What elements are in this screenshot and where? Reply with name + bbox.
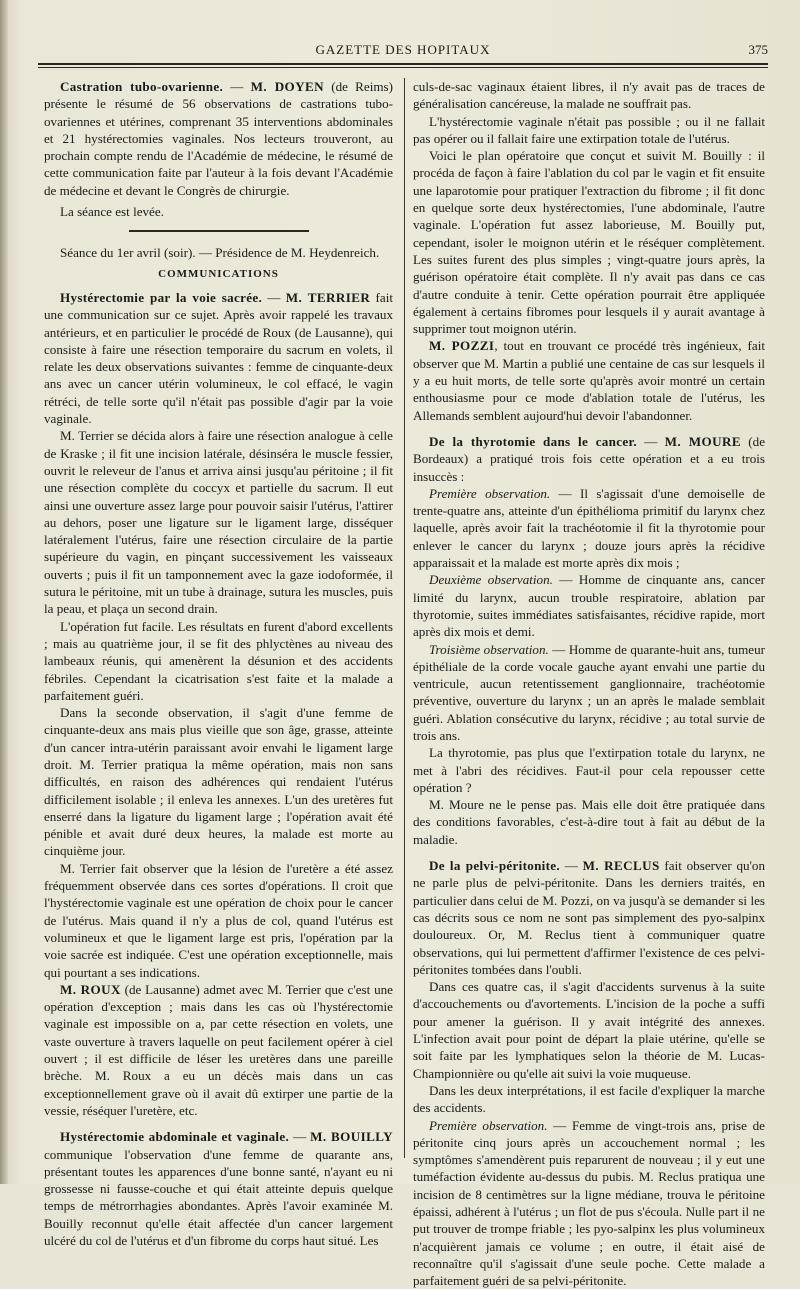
paragraph-bouilly-cont: culs-de-sac vaginaux étaient libres, il n'y avait pas de traces de généralisation cancéreuse, la malade ne souffrait pas. (413, 79, 765, 112)
speaker-name: M. TERRIER (285, 289, 371, 305)
paragraph-text: , tout en trouvant ce procédé très ingénieux, fait observer que M. Martin a publié une centaine de cas sur lesquels il y a eu huit morts, de telle sorte qu'après avoir montré un certain enthousiasme pour ce mode d'ablation totale de l'utérus, les Allemands semblent aujourd'hui devoir l'abandonner. (413, 338, 765, 423)
speaker-name: M. DOYEN (250, 79, 324, 94)
paragraph-roux (44, 981, 393, 1119)
paragraph-obs-2 (413, 571, 765, 640)
paragraph-terrier-2: M. Terrier se décida alors à faire une résection analogue à celle de Kraske ; il fit une incision latérale, désinséra le muscle fessier, ouvrit le releveur de l'anus et arriva ainsi jusqu'au péritoine ; il fit une résection complète du coccyx et partielle du sacrum. Il eut ainsi une ouverture assez large pour pouvoir saisir l'utérus, l'attirer au dehors, poser une ligature sur le ligament large, disséquer latéralement l'utérus, faire une résection circulaire de la partie supérieure du vagin, en pinçant successivement les vaisseaux ouverts ; puis il fit un tamponnement avec la gaze iodoformée, il sutura le péritoine, mit un tube à drainage, sutura les muscles, puis la peau, et plaça un second drain. (44, 428, 393, 617)
dash: — (559, 858, 583, 874)
paragraph-thyrotomie (413, 433, 765, 485)
paragraph-bouilly-2: L'hystérectomie vaginale n'était pas possible ; ou il ne fallait pas opérer ou il fallait faire une extirpation totale de l'utérus. (413, 113, 765, 146)
dash: — (636, 433, 665, 449)
observation-label: Deuxième observation. (429, 572, 553, 588)
speaker-name: M. RECLUS (582, 858, 660, 874)
observation-label: Première observation. (429, 1117, 548, 1133)
column-separator (404, 78, 405, 1158)
paragraph-terrier-4: Dans la seconde observation, il s'agit d'une femme de cinquante-deux ans mais plus vieille que son âge, grasse, atteinte d'un cancer intra-utérin paraissant avoir envahi le ligament large droit. M. Terrier pratiqua la même opération, mais non sans difficultés, en raison des adhérences qui rendaient l'utérus difficilement isolable ; il enleva les annexes. L'un des uretères fut enserré dans la ligature du ligament large ; l'opération avait été pénible et avait duré deux heures, la malade est morte au cinquième jour. (44, 705, 393, 859)
section-divider (129, 230, 309, 232)
dash: — (223, 79, 251, 94)
paragraph-text: (de Bordeaux) a pratiqué trois fois cette opération et a eu trois insuccès : (413, 433, 766, 484)
paragraph-pelvi-3: Dans les deux interprétations, il est facile d'expliquer la marche des accidents. (413, 1082, 765, 1116)
section-heading: De la pelvi-péritonite. (429, 858, 560, 874)
speaker-name: M. BOUILLY (310, 1129, 393, 1145)
seance-date: Séance du 1er avril (soir). — Présidence de M. Heydenreich. (60, 245, 380, 261)
seance-levee: La séance est levée. (60, 204, 164, 220)
paragraph-pelvi-2: Dans ces quatre cas, il s'agit d'accidents survenus à la suite d'accouchements ou d'avortements. L'incision de la poche a suffi pour amener la guérison. Il y avait intégrité des annexes. L'infection avait pour point de départ la plaie utérine, qu'elle se soit faite par les lymphatiques selon la théorie de M. Lucas-Championnière ou qu'elle ait suivi la voie muqueuse. (413, 979, 765, 1081)
spacer (413, 424, 765, 433)
paragraph-text: (de Lausanne) admet avec M. Terrier que c'est une opération d'exception ; mais dans les cas où l'hystérectomie vaginale est impossible on a, par cette résection en volets, une vaste ouverture à travers laquelle on peut facilement opérer à ciel ouvert ; il est difficile de léser les uretères dans une pareille brèche. M. Roux a eu un décès mais dans un cas exceptionnellement grave où il avait dû extirper une partie de la vessie, réséquer l'uretère, etc. (44, 981, 393, 1118)
paragraph-text: — Homme de quarante-huit ans, tumeur épithéliale de la corde vocale gauche ayant envahi une partie du ventricule, aucun retentissement ganglionnaire, trachéotomie préventive, ouverture du larynx ; un an après le malade semblait guéri. Ablation consécutive du larynx, récidive ; au total survie de trois ans. (413, 641, 765, 743)
scan-edge (0, 0, 8, 1184)
paragraph-pelvi (413, 857, 765, 978)
page-header (38, 42, 768, 64)
speaker-name: M. MOURE (664, 433, 741, 449)
section-heading: Hystérectomie abdominale et vaginale. (60, 1129, 290, 1145)
paragraph-bouilly-3: Voici le plan opératoire que conçut et suivit M. Bouilly : il procéda de façon à faire l'ablation du col par le vagin et fit ensuite une laparotomie pour pratiquer l'extraction du fibrome ; il fit donc en quelque sorte deux hystérectomies, l'une abdominale, l'autre vaginale. L'opération fut assez laborieuse, M. Bouilly put, cependant, isoler le moignon utérin et le réséquer complètement. Les suites furent des plus simples ; vingt-quatre jours après, la guérison opératoire était complète. Il n'y avait pas dans ce cas d'autre conduite à tenir. Cette opération pourrait être appliquée également à certains fibromes pour lesquels il y aurait avantage à supprimer tout moignon utérin. (413, 148, 765, 337)
paragraph-hysterectomie-abdo (44, 1128, 393, 1249)
paragraph-terrier-3: L'opération fut facile. Les résultats en furent d'abord excellents ; mais au quatrième jour, il se fit des phlyctènes au niveau des lambeaux réunis, qui amenèrent la désunion et des accidents fébriles. Cependant la cicatrisation s'est faite et la malade a parfaitement guéri. (44, 618, 393, 703)
section-heading: Castration tubo-ovarienne. (60, 79, 224, 94)
paragraph-text: (de Reims) présente le résumé de 56 observations de castrations tubo-ovariennes et utérines, comprenant 35 interventions abdominales et 21 hystérectomies vaginales. Nos lecteurs trouveront, au prochain compte rendu de l'Académie de médecine, le résumé de cette communication faite par l'auteur à la fois devant l'Académie de médecine et devant le Congrès de chirurgie. (44, 79, 393, 198)
page-number: 375 (748, 42, 768, 57)
dash: — (262, 289, 286, 305)
observation-label: Première observation. (429, 485, 551, 501)
paragraph-text: fait observer qu'on ne parle plus de pelvi-péritonite. Dans les derniers traités, en particulier dans celui de M. Pozzi, on va jusqu'à se demander si les cas décrits sous ce nom ne sont pas simplement des pyo-salpinx douloureux. Or, M. Reclus tient à communiquer quatre observations, qui lui permettent d'affirmer l'existence de ces pelvi-péritonites tombées dans l'oubli. (413, 858, 766, 977)
paragraph-text: — Il s'agissait d'une demoiselle de trente-quatre ans, atteinte d'un épithélioma primitif du larynx chez laquelle, après avoir fait la trachéotomie il fit la thyrotomie pour enlever le cancer du larynx ; douze jours après la récidive apparaissait et la malade est morte après dix mois ; (413, 485, 765, 571)
communications-heading: COMMUNICATIONS (158, 267, 279, 280)
right-column (413, 78, 765, 1289)
dash: — (289, 1129, 311, 1145)
spacer (44, 1119, 393, 1128)
observation-label: Troisième observation. (429, 641, 549, 657)
header-rule-thin (38, 67, 768, 68)
paragraph-pozzi (413, 337, 765, 423)
section-heading: De la thyrotomie dans le cancer. (429, 433, 637, 449)
paragraph-thyro-2: La thyrotomie, pas plus que l'extirpation totale du larynx, ne met à l'abri des récidives. Faut-il pour cela repousser cette opération ? (413, 745, 765, 795)
paragraph-thyro-3: M. Moure ne le pense pas. Mais elle doit être pratiquée dans des conditions favorables, c'est-à-dire tout à fait au début de la maladie. (413, 797, 765, 847)
speaker-name: M. POZZI (429, 338, 495, 354)
paragraph-castration (44, 78, 393, 199)
left-column (44, 78, 393, 1249)
paragraph-terrier-5: M. Terrier fait observer que la lésion de l'uretère a été assez fréquemment observée dans ces sortes d'opérations. Il croit que l'hystérectomie vaginale est une opération de choix pour le cancer de l'utérus. Mais quand il n'y a plus de col, quand l'utérus est volumineux et que le ligament large est pris, l'opération par la voie sacrée est indiquée. C'est une opération exceptionnelle, mais qui pourtant a ses indications. (44, 860, 393, 980)
paragraph-text: fait une communication sur ce sujet. Après avoir rappelé les travaux antérieurs, et en particulier le procédé de Roux (de Lausanne), qui consiste à faire une résection temporaire du sacrum en volets, il relate les deux observations suivantes : femme de cinquante-deux ans avec un cancer utérin volumineux, le col effacé, le vagin rétréci, de telle sorte qu'il n'était pas possible d'agir par la voie vaginale. (44, 289, 393, 427)
spacer (413, 848, 765, 857)
section-heading: Hystérectomie par la voie sacrée. (60, 289, 263, 305)
paragraph-obs-1 (413, 485, 765, 571)
paragraph-pelvi-obs-1 (413, 1117, 765, 1289)
header-rule-thick (38, 63, 768, 65)
paragraph-text: communique l'observation d'une femme de quarante ans, présentant toutes les apparences d'une bonne santé, n'ayant eu ni grossesse ni fausse-couche et qui était atteinte depuis quelque temps de métrorrhagies abondantes. Après l'avoir examinée M. Bouilly reconnut qu'elle était affectée d'un cancer largement ulcéré du col de l'utérus et d'un fibrome du corps haut situé. Les (44, 1146, 393, 1248)
paragraph-text: — Femme de vingt-trois ans, prise de péritonite cinq jours après un accouchement normal ; les symptômes s'amendèrent puis reparurent de nouveau ; il y eut une tuméfaction évidente au-dessus du pubis. M. Reclus pratiqua une incision de 8 centimètres sur la ligne médiane, trouva le péritoine épaissi, adhérent à l'utérus ; un flot de pus s'écoula. Nulle part il ne put trouver de trompe friable ; les pyo-salpinx les plus volumineux n'acquièrent jamais ce volume ; en outre, il était aisé de reconnaître qu'il s'agissait d'une seule poche. Cette malade a parfaitement guéri de sa pelvi-péritonite. (413, 1117, 765, 1289)
speaker-name: M. ROUX (60, 981, 121, 997)
paragraph-text: — Homme de cinquante ans, cancer limité du larynx, aucun trouble respiratoire, ablation par thyrotomie, suites immédiates satisfaisantes, récidive rapide, mort après dix mois et demi. (413, 572, 765, 640)
paragraph-hysterectomie-sacree (44, 289, 393, 427)
journal-title: GAZETTE DES HOPITAUX (315, 42, 491, 57)
paragraph-obs-3 (413, 641, 765, 745)
